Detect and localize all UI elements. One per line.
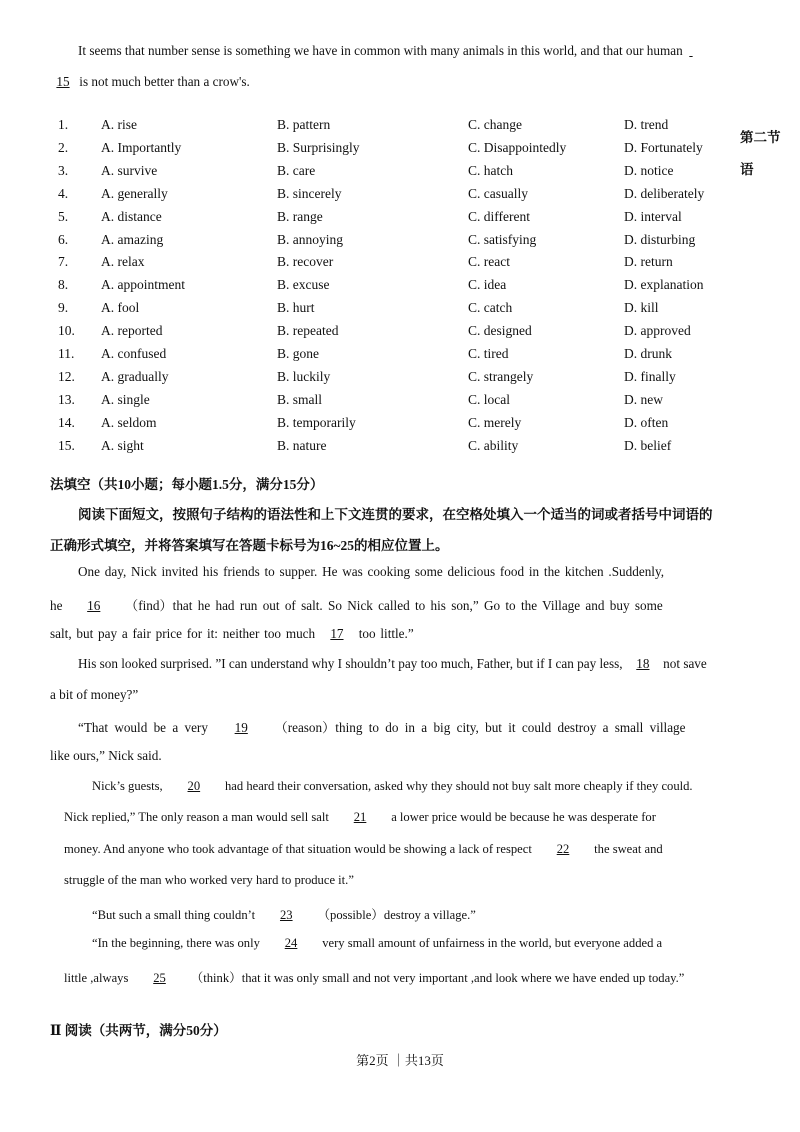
option-b: B. nature: [277, 437, 327, 453]
option-c: C. local: [468, 391, 510, 407]
option-c: C. casually: [468, 185, 528, 201]
option-c: C. hatch: [468, 162, 513, 178]
option-c: C. ability: [468, 437, 519, 453]
option-a: A. generally: [101, 185, 168, 201]
question-number: 3.: [58, 162, 69, 178]
passage-text: （reason）thing to do in a big city, but it could destroy a small village: [274, 720, 686, 735]
option-row: [0, 163, 800, 185]
option-a: A. Importantly: [101, 139, 182, 155]
passage-text: little ,always: [64, 971, 129, 985]
option-a: A. gradually: [101, 368, 169, 384]
passage-text: a lower price would be because he was desperate for: [391, 810, 656, 824]
option-d: D. trend: [624, 117, 669, 132]
option-d: D. Fortunately: [624, 139, 703, 155]
passage-text: Nick replied,” The only reason a man would sell salt: [64, 810, 329, 824]
blank-15-tail: [686, 43, 696, 59]
option-row: [0, 438, 800, 460]
option-c: C. different: [468, 208, 530, 224]
question-number: 15.: [58, 437, 75, 453]
option-c: C. idea: [468, 277, 507, 293]
option-b: B. sincerely: [277, 185, 342, 201]
passage-p6-line2: [64, 967, 684, 986]
option-c: C. tired: [468, 346, 509, 361]
instruction-line-1: 阅读下面短文，按照句子结构的语法性和上下文连贯的要求，在空格处填入一个适当的词或者括号中词语的: [78, 507, 713, 522]
option-b: B. care: [277, 162, 316, 178]
option-row: [0, 392, 800, 414]
question-number: 12.: [58, 368, 75, 384]
option-d: D. return: [624, 254, 673, 270]
option-b: B. gone: [277, 346, 319, 361]
option-a: A. reported: [101, 323, 163, 339]
option-c: C. react: [468, 254, 510, 270]
option-c: C. catch: [468, 300, 513, 316]
question-number: 8.: [58, 277, 69, 293]
option-d: D. explanation: [624, 277, 704, 293]
passage-text: “But such a small thing couldn’t: [92, 908, 256, 922]
passage-p1-line2: [50, 595, 663, 614]
passage-p3-line1: [78, 717, 686, 736]
option-a: A. relax: [101, 254, 145, 270]
blank-17: 17: [330, 626, 344, 641]
option-c: C. satisfying: [468, 231, 537, 247]
passage-text: “In the beginning, there was only: [92, 936, 260, 950]
option-b: B. excuse: [277, 277, 330, 293]
question-number: 10.: [58, 323, 75, 339]
option-b: B. pattern: [277, 117, 331, 132]
option-row: [0, 323, 800, 345]
part2-heading: Ⅱ 阅读（共两节，满分50分）: [50, 1023, 227, 1038]
blank-18: 18: [636, 656, 650, 671]
option-b: B. temporarily: [277, 414, 356, 430]
option-row: [0, 209, 800, 231]
option-c: C. Disappointedly: [468, 139, 567, 155]
option-d: D. deliberately: [624, 185, 705, 201]
passage-text: had heard their conversation, asked why they should not buy salt more cheaply if they could.: [224, 779, 693, 793]
option-b: B. hurt: [277, 300, 315, 316]
option-d: D. belief: [624, 437, 672, 453]
passage-text: very small amount of unfairness in the world, but everyone added a: [322, 936, 663, 950]
option-d: D. finally: [624, 368, 676, 384]
intro-line-2: [50, 74, 250, 90]
blank-20: 20: [187, 779, 201, 793]
option-b: B. annoying: [277, 231, 343, 247]
blank-24: 24: [284, 936, 298, 950]
passage-p1-line1: One day, Nick invited his friends to supper. He was cooking some delicious food in the kitchen .Suddenly,: [78, 564, 664, 579]
option-b: B. repeated: [277, 323, 339, 339]
intro-text-2: is not much better than a crow's.: [79, 74, 250, 89]
passage-text: “That would be a very: [78, 720, 208, 735]
side-label-part: 第二节: [740, 130, 781, 145]
option-a: A. fool: [101, 300, 140, 316]
passage-p6-line1: [92, 936, 662, 951]
blank-19: 19: [234, 720, 248, 735]
question-number: 6.: [58, 231, 69, 247]
option-a: A. distance: [101, 208, 162, 224]
question-number: 1.: [58, 117, 69, 132]
question-number: 5.: [58, 208, 69, 224]
option-row: [0, 300, 800, 322]
passage-p4-line4: struggle of the man who worked very hard to produce it.”: [64, 873, 354, 887]
option-d: D. approved: [624, 323, 691, 339]
option-d: D. disturbing: [624, 231, 696, 247]
option-c: C. designed: [468, 323, 532, 339]
option-b: B. small: [277, 391, 323, 407]
option-row: [0, 254, 800, 276]
intro-line-1: [78, 43, 696, 59]
blank-22: 22: [556, 842, 570, 856]
option-b: B. luckily: [277, 368, 331, 384]
option-d: D. new: [624, 391, 663, 407]
passage-text: （possible）destroy a village.”: [317, 908, 476, 922]
question-number: 4.: [58, 185, 69, 201]
passage-p2-line1: [78, 656, 707, 672]
blank-25: 25: [153, 971, 166, 985]
passage-text: not save: [663, 656, 707, 671]
passage-p4-line2: [64, 810, 656, 825]
option-b: B. range: [277, 208, 323, 224]
option-row: [0, 140, 800, 162]
question-number: 14.: [58, 414, 75, 430]
blank-15: 15: [56, 74, 70, 89]
page-number: 第2页 ｜共13页: [356, 1053, 444, 1068]
passage-p5: [92, 904, 476, 923]
passage-text: he: [50, 598, 63, 613]
passage-text: too little.”: [358, 626, 414, 641]
question-number: 11.: [58, 346, 75, 361]
question-number: 7.: [58, 254, 69, 270]
option-d: D. often: [624, 414, 669, 430]
option-row: [0, 369, 800, 391]
option-a: A. seldom: [101, 414, 157, 430]
option-d: D. kill: [624, 300, 659, 316]
passage-text: the sweat and: [594, 842, 663, 856]
blank-23: 23: [279, 908, 293, 922]
blank-21: 21: [353, 810, 367, 824]
option-c: C. strangely: [468, 368, 534, 384]
passage-text: （find）that he had run out of salt. So Nick called to his son,” Go to the Village and buy some: [125, 598, 663, 613]
question-number: 2.: [58, 139, 69, 155]
option-row: [0, 117, 800, 139]
passage-p4-line3: [64, 842, 663, 857]
option-a: A. amazing: [101, 231, 164, 247]
passage-text: （think）that it was only small and not very important ,and look where we have ended up today.”: [190, 971, 685, 985]
option-row: [0, 346, 800, 368]
option-c: C. change: [468, 117, 522, 132]
option-a: A. appointment: [101, 277, 185, 293]
question-number: 9.: [58, 300, 69, 316]
option-row: [0, 277, 800, 299]
option-a: A. survive: [101, 162, 158, 178]
section-heading: 法填空（共10小题；每小题1.5分，满分15分）: [50, 477, 324, 492]
passage-text: salt, but pay a fair price for it: neither too much: [50, 626, 316, 641]
option-a: A. rise: [101, 117, 137, 132]
passage-p4-line1: [92, 779, 693, 794]
option-a: A. sight: [101, 437, 144, 453]
question-number: 13.: [58, 391, 75, 407]
passage-p3-line2: like ours,” Nick said.: [50, 748, 162, 763]
passage-text: Nick’s guests,: [92, 779, 163, 793]
option-row: [0, 232, 800, 254]
option-a: A. single: [101, 391, 150, 407]
option-d: D. drunk: [624, 346, 672, 361]
intro-text-1: It seems that number sense is something we have in common with many animals in this world, and that our human: [78, 43, 683, 58]
option-a: A. confused: [101, 346, 167, 361]
side-label-grammar: 语: [740, 162, 754, 177]
option-b: B. Surprisingly: [277, 139, 360, 155]
passage-p1-line3: [50, 626, 414, 642]
option-d: D. interval: [624, 208, 682, 224]
passage-p2-line2: a bit of money?”: [50, 687, 139, 702]
passage-text: money. And anyone who took advantage of that situation would be showing a lack of respect: [64, 842, 532, 856]
option-d: D. notice: [624, 162, 674, 178]
option-b: B. recover: [277, 254, 334, 270]
instruction-line-2: 正确形式填空，并将答案填写在答题卡标号为16~25的相应位置上。: [50, 538, 449, 553]
blank-16: 16: [87, 598, 101, 613]
option-row: [0, 415, 800, 437]
option-row: [0, 186, 800, 208]
option-c: C. merely: [468, 414, 522, 430]
passage-text: His son looked surprised. ”I can understand why I shouldn’t pay too much, Father, but if I can pay less,: [78, 656, 623, 671]
